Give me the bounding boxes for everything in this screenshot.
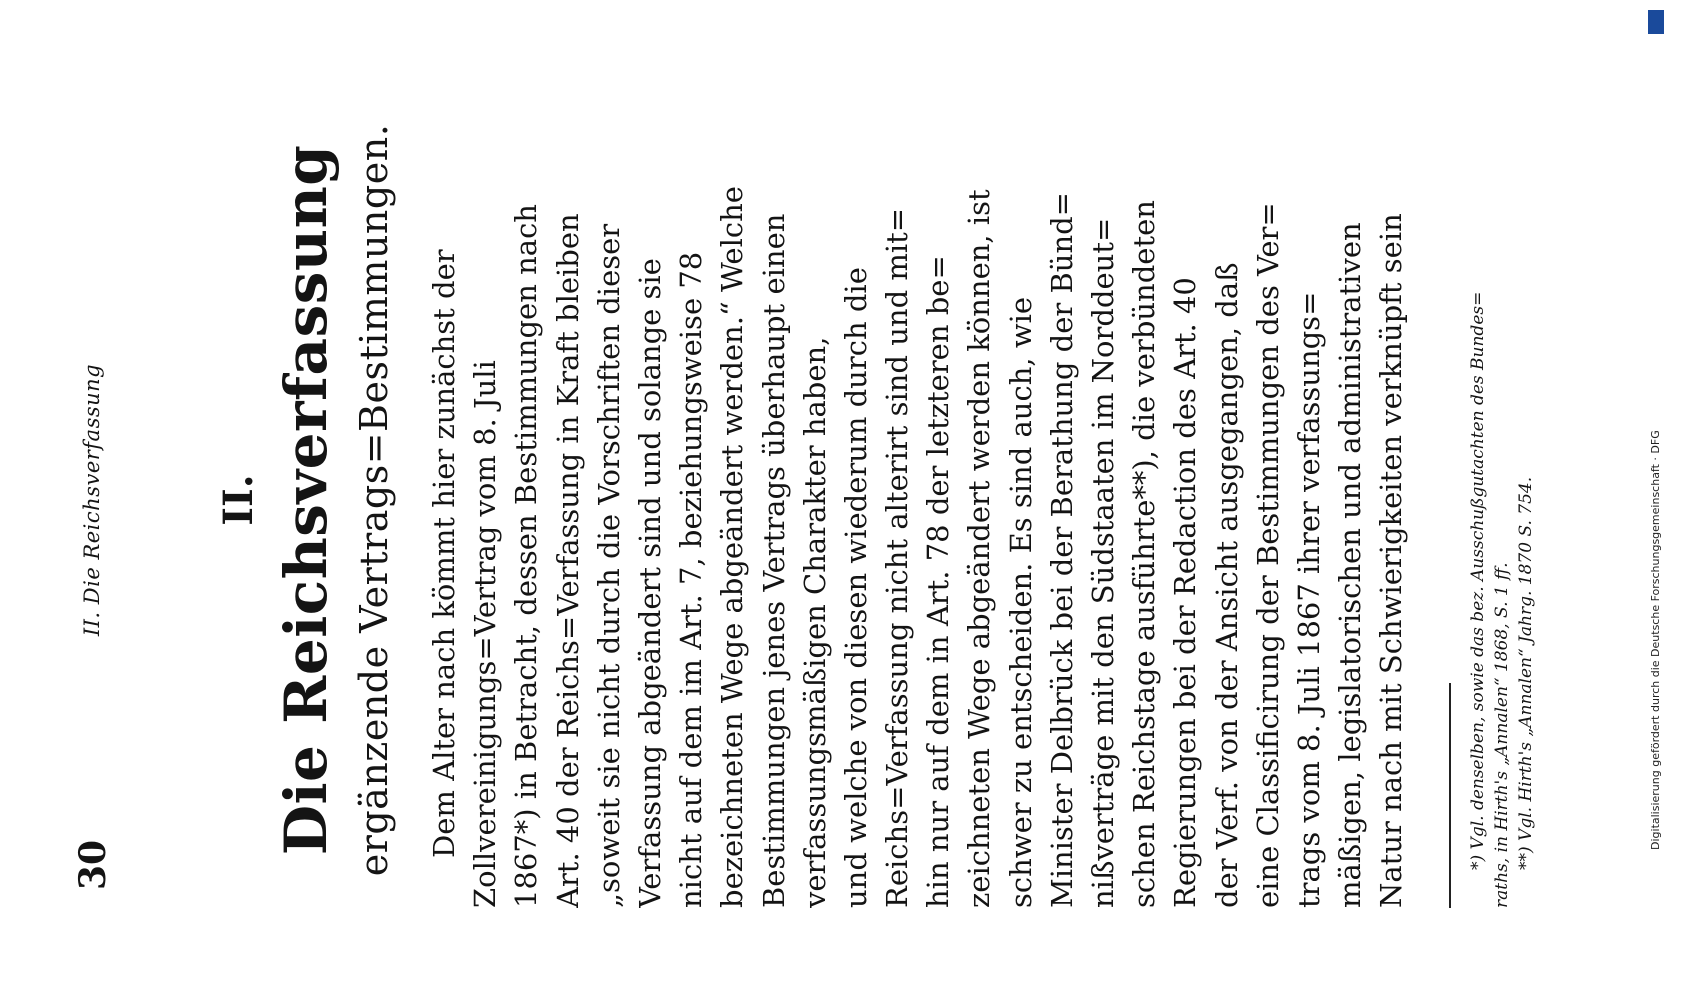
footnote-line: raths, in Hirth's „Annalen“ 1868, S. 1 ff. <box>1492 562 1512 908</box>
credit-text: Digitalisierung gefördert durch die Deutsche Forschungsgemeinschaft · DFG <box>1649 430 1662 850</box>
body-text <box>424 88 1413 908</box>
body-line: „soweit sie nicht durch die Vorschriften dieser <box>591 223 626 908</box>
body-line: trags vom 8. Juli 1867 ihrer verfassungs= <box>1291 291 1326 908</box>
body-line: schwer zu entscheiden. Es sind auch, wie <box>1003 296 1038 908</box>
body-line: Zollvereinigungs=Vertrag vom 8. Juli <box>468 360 503 908</box>
body-line: nißverträge mit den Südstaaten im Norddeut= <box>1086 217 1120 908</box>
body-line: 1867*) in Betracht, dessen Bestimmungen nach <box>509 204 544 908</box>
body-line: Bestimmungen jenes Vertrags überhaupt einen <box>756 213 791 908</box>
body-line: mäßigen, legislatorischen und administrativen <box>1333 222 1368 908</box>
body-line: eine Classificirung der Bestimmungen des Ver= <box>1250 202 1285 908</box>
body-line: Dem Alter nach kömmt hier zunächst der <box>427 249 461 858</box>
body-line: hin nur auf dem in Art. 78 der letzteren be= <box>921 255 956 908</box>
body-line: Verfassung abgeändert sind und solange sie <box>632 258 667 908</box>
body-line: und welche von diesen wiederum durch die <box>838 267 873 908</box>
body-line: der Verf. von der Ansicht ausgegangen, daß <box>1209 262 1244 908</box>
body-line: zeichneten Wege abgeändert werden können, ist <box>962 189 997 908</box>
body-line: Minister Delbrück bei der Berathung der Bünd= <box>1044 192 1079 908</box>
footnote-divider <box>1449 683 1451 908</box>
body-line: Regierungen bei der Redaction des Art. 40 <box>1168 277 1203 908</box>
body-line: Art. 40 der Reichs=Verfassung in Kraft bleiben <box>550 213 585 908</box>
section-title: Die Reichsverfassung <box>272 144 340 856</box>
footnote-line: *) Vgl. denselben, sowie das bez. Ausschußgutachten des Bundes= <box>1468 291 1488 870</box>
running-head: II. Die Reichsverfassung <box>80 363 104 637</box>
body-line: Reichs=Verfassung nicht alterirt sind und mit= <box>880 207 915 908</box>
body-line: nicht auf dem im Art. 7, beziehungsweise 78 <box>674 251 709 908</box>
body-line: verfassungsmäßigen Charakter haben, <box>797 336 832 908</box>
section-subtitle: ergänzende Vertrags=Bestimmungen. <box>352 123 396 877</box>
digitization-credit <box>1640 0 1668 1000</box>
footnotes <box>1466 88 1538 908</box>
page-number: 30 <box>72 839 114 890</box>
section-numeral: II. <box>215 474 262 526</box>
body-line: schen Reichstage ausführte**), die verbündeten <box>1127 200 1162 908</box>
body-line: Natur nach mit Schwierigkeiten verknüpft sein <box>1374 213 1409 908</box>
footnote-line: **) Vgl. Hirth's „Annalen“ Jahrg. 1870 S. 754. <box>1516 476 1536 870</box>
body-line: bezeichneten Wege abgeändert werden.“ Welche <box>715 186 750 908</box>
